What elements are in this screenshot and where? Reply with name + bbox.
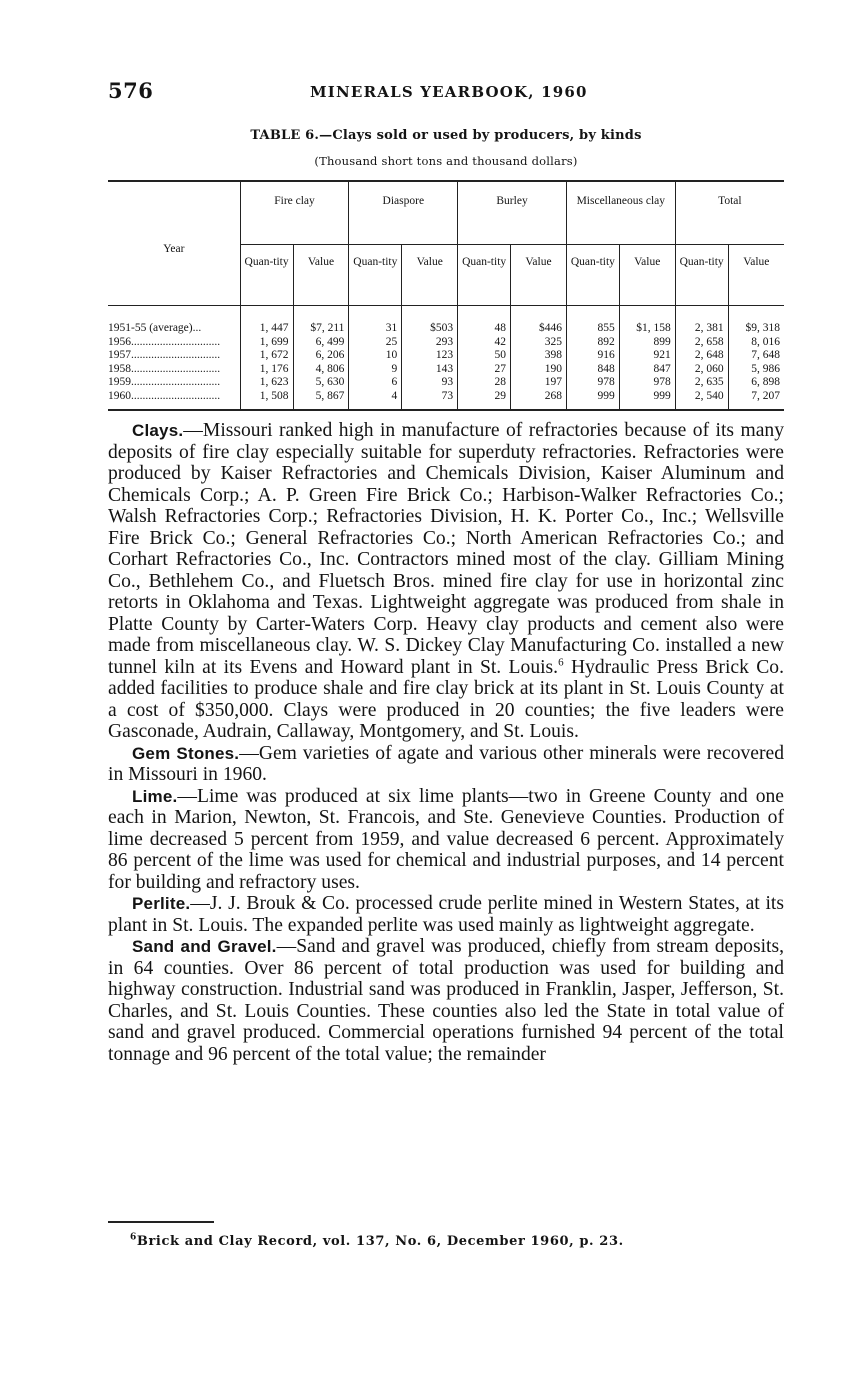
table-row <box>108 349 784 363</box>
quantity-cell: 2, 381 <box>675 306 728 336</box>
section-lead-perlite: Perlite. <box>132 894 191 913</box>
section-lead-sand-and-gravel: Sand and Gravel. <box>132 937 277 956</box>
section-lead-gem-stones: Gem Stones. <box>132 743 240 763</box>
value-cell: 325 <box>511 336 567 350</box>
value-cell: 921 <box>619 349 675 363</box>
value-header: Value <box>402 245 458 306</box>
value-cell: 978 <box>619 376 675 390</box>
group-header-fire-clay: Fire clay <box>240 181 349 245</box>
quantity-cell: 1, 672 <box>240 349 293 363</box>
paragraph-text: —Gem varieties of agate and various other minerals were recovered in Missouri in 1960. <box>108 742 784 785</box>
table-row <box>108 363 784 377</box>
paragraph-text: —Sand and gravel was produced, chiefly from stream deposits, in 64 counties. Over 86 percent of total production was used for building and highway construction. Industrial sand was produced in Franklin, Jasper, Jefferson, St. Charles, and St. Louis Counties. These counties also led the State in total value of sand and gravel produced. Commercial operations furnished 94 percent of the total tonnage and 96 percent of the total value; the remainder <box>108 936 784 1065</box>
paragraph-text: —Lime was produced at six lime plants—two in Greene County and one each in Marion, Newton, St. Francois, and Ste. Genevieve Counties. Production of lime decreased 5 percent from 1959, and value decreased 6 percent. Approximately 86 percent of the lime was used for chemical and industrial purposes, and 14 percent for building and refractory uses. <box>108 785 784 893</box>
quantity-cell: 999 <box>566 390 619 411</box>
paragraph-lime <box>108 786 784 894</box>
group-header-total: Total <box>675 181 784 245</box>
value-header: Value <box>511 245 567 306</box>
quantity-cell: 855 <box>566 306 619 336</box>
table-row <box>108 376 784 390</box>
quantity-cell: 6 <box>349 376 402 390</box>
value-cell: 197 <box>511 376 567 390</box>
value-cell: 143 <box>402 363 458 377</box>
quantity-cell: 25 <box>349 336 402 350</box>
value-cell: $1, 158 <box>619 306 675 336</box>
quantity-cell: 1, 447 <box>240 306 293 336</box>
quantity-cell: 2, 635 <box>675 376 728 390</box>
paragraph-perlite <box>108 893 784 936</box>
quantity-cell: 9 <box>349 363 402 377</box>
paragraph-text-continued: Hydraulic Press Brick Co. added facilities to produce shale and fire clay brick at its plant in St. Louis County at a cost of $350,000. Clays were produced in 20 counties; the five leaders were Gasconade, Audrain, Callaway, Montgomery, and St. Louis. <box>108 656 785 742</box>
quantity-cell: 848 <box>566 363 619 377</box>
table-row <box>108 306 784 336</box>
quantity-cell: 31 <box>349 306 402 336</box>
year-cell: 1951-55 (average)... <box>108 322 202 334</box>
value-cell: 190 <box>511 363 567 377</box>
year-cell: 1958............................... <box>108 362 221 375</box>
value-header: Value <box>619 245 675 306</box>
footnote-rule <box>108 1221 214 1223</box>
value-cell: 6, 499 <box>293 336 349 350</box>
quantity-cell: 48 <box>458 306 511 336</box>
value-header: Value <box>293 245 349 306</box>
value-cell: $446 <box>511 306 567 336</box>
quantity-header: Quan-tity <box>458 245 511 306</box>
value-cell: 6, 206 <box>293 349 349 363</box>
group-header-miscellaneous-clay: Miscellaneous clay <box>566 181 675 245</box>
quantity-cell: 10 <box>349 349 402 363</box>
value-cell: 93 <box>402 376 458 390</box>
quantity-cell: 2, 648 <box>675 349 728 363</box>
year-cell: 1959............................... <box>108 376 221 388</box>
paragraph-gem-stones <box>108 743 784 786</box>
footnote-reference: 6 <box>558 655 564 668</box>
quantity-cell: 1, 508 <box>240 390 293 411</box>
value-header: Value <box>728 245 784 306</box>
paragraph-text: —J. J. Brouk & Co. processed crude perlite mined in Western States, at its plant in St. Louis. The expanded perlite was used mainly as lightweight aggregate. <box>108 893 784 936</box>
running-title: MINERALS YEARBOOK, 1960 <box>310 83 588 101</box>
year-cell: 1957............................... <box>108 349 221 361</box>
value-cell: 999 <box>619 390 675 411</box>
page-number: 576 <box>108 78 154 103</box>
value-cell: 398 <box>511 349 567 363</box>
value-cell: 6, 898 <box>728 376 784 390</box>
group-header-diaspore: Diaspore <box>349 181 458 245</box>
group-header-burley: Burley <box>458 181 567 245</box>
value-cell: 5, 630 <box>293 376 349 390</box>
quantity-cell: 916 <box>566 349 619 363</box>
value-cell: 899 <box>619 336 675 350</box>
quantity-header: Quan-tity <box>566 245 619 306</box>
value-cell: 8, 016 <box>728 336 784 350</box>
quantity-cell: 27 <box>458 363 511 377</box>
value-cell: 293 <box>402 336 458 350</box>
quantity-header: Quan-tity <box>349 245 402 306</box>
value-cell: 73 <box>402 390 458 411</box>
quantity-cell: 978 <box>566 376 619 390</box>
quantity-cell: 2, 060 <box>675 363 728 377</box>
table-subtitle: (Thousand short tons and thousand dollars) <box>314 154 578 168</box>
value-cell: $7, 211 <box>293 306 349 336</box>
value-cell: 123 <box>402 349 458 363</box>
quantity-cell: 1, 623 <box>240 376 293 390</box>
year-cell: 1960............................... <box>108 390 240 411</box>
quantity-cell: 1, 176 <box>240 363 293 377</box>
quantity-cell: 29 <box>458 390 511 411</box>
clays-table <box>108 180 784 411</box>
quantity-header: Quan-tity <box>675 245 728 306</box>
footnote-mark: 6 <box>130 1232 137 1243</box>
value-cell: 5, 986 <box>728 363 784 377</box>
quantity-header: Quan-tity <box>240 245 293 306</box>
value-cell: 847 <box>619 363 675 377</box>
table-row <box>108 336 784 350</box>
footnote-text: Brick and Clay Record, vol. 137, No. 6, December 1960, p. 23. <box>136 1234 624 1249</box>
value-cell: $503 <box>402 306 458 336</box>
value-cell: 5, 867 <box>293 390 349 411</box>
footnote <box>130 1234 624 1249</box>
paragraph-clays <box>108 420 784 743</box>
paragraph-text: —Missouri ranked high in manufacture of refractories because of its many deposits of fire clay especially suitable for superduty refractories. Refractories were produced by Kaiser Refractories and Chemicals Division, Kaiser Aluminum and Chemicals Corp.; A. P. Green Fire Brick Co.; Harbison-Walker Refractories Co.; Walsh Refractories Corp.; Refractories Division, H. K. Porter Co., Inc.; Wellsville Fire Brick Co.; General Refractories Co.; North American Refractories Co.; and Corhart Refractories Co., Inc. Contractors mined most of the clay. Gilliam Mining Co., Bethlehem Co., and Fluetsch Bros. mined fire clay for use in horizontal zinc retorts in Oklahoma and Texas. Lightweight aggregate was produced from shale in Platte County by Carter-Waters Corp. Heavy clay products and cement also were made from miscellaneous clay. W. S. Dickey Clay Manufacturing Co. installed a new tunnel kiln at its Evens and Howard plant in St. Louis. <box>108 420 784 678</box>
quantity-cell: 2, 540 <box>675 390 728 411</box>
quantity-cell: 42 <box>458 336 511 350</box>
quantity-cell: 50 <box>458 349 511 363</box>
year-column-header: Year <box>108 181 240 306</box>
quantity-cell: 892 <box>566 336 619 350</box>
quantity-cell: 1, 699 <box>240 336 293 350</box>
value-cell: 7, 207 <box>728 390 784 411</box>
page-header <box>108 78 784 108</box>
value-cell: 7, 648 <box>728 349 784 363</box>
paragraph-sand-and-gravel <box>108 936 784 1065</box>
value-cell: 268 <box>511 390 567 411</box>
year-cell: 1956............................... <box>108 335 221 348</box>
table-row <box>108 390 784 411</box>
value-cell: 4, 806 <box>293 363 349 377</box>
table-title: TABLE 6.—Clays sold or used by producers, by kinds <box>250 128 642 143</box>
value-cell: $9, 318 <box>728 306 784 336</box>
section-lead-lime: Lime. <box>132 786 178 806</box>
quantity-cell: 28 <box>458 376 511 390</box>
quantity-cell: 4 <box>349 390 402 411</box>
quantity-cell: 2, 658 <box>675 336 728 350</box>
body-text <box>108 420 784 1065</box>
section-lead-clays: Clays. <box>132 421 184 440</box>
